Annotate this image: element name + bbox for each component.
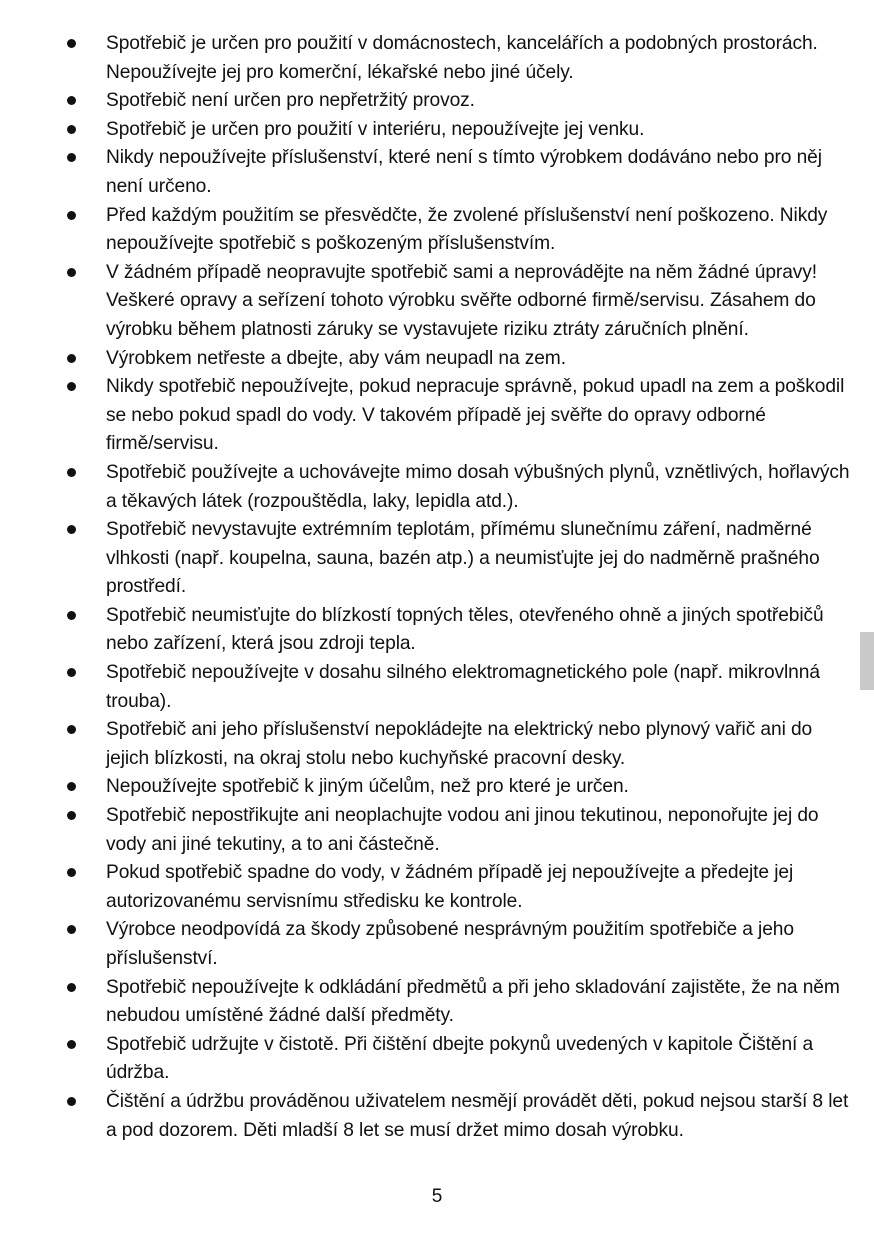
bullet-icon — [67, 868, 76, 877]
list-item — [66, 859, 856, 916]
bullet-icon — [67, 354, 76, 363]
page-number: 5 — [431, 1186, 443, 1207]
list-item — [66, 1031, 856, 1088]
bullet-icon — [67, 125, 76, 134]
bullet-icon — [67, 983, 76, 992]
list-item-text: Výrobkem netřeste a dbejte, aby vám neupadl na zem. — [106, 347, 566, 369]
list-item-text: Před každým použitím se přesvědčte, že zvolené příslušenství není poškozeno. Nikdy nepoužívejte spotřebič s poškozeným příslušenstvím. — [106, 204, 828, 255]
list-item-text: V žádném případě neopravujte spotřebič sami a neprovádějte na něm žádné úpravy! Veškeré opravy a seřízení tohoto výrobku svěřte odborné firmě/servisu. Zásahem do výrobku během platnosti záruky se vystavujete riziku ztráty záručních plnění. — [106, 261, 818, 340]
list-item-text: Spotřebič neumisťujte do blízkostí topných těles, otevřeného ohně a jiných spotřebičů nebo zařízení, která jsou zdroji tepla. — [106, 604, 824, 655]
bullet-icon — [67, 382, 76, 391]
list-item — [66, 116, 856, 145]
list-item — [66, 87, 856, 116]
list-item — [66, 345, 856, 374]
list-item — [66, 1088, 856, 1145]
list-item-text: Spotřebič nepostřikujte ani neoplachujte vodou ani jinou tekutinou, neponořujte jej do vody ani jiné tekutiny, a to ani částečně. — [106, 805, 819, 855]
list-item-text: Výrobce neodpovídá za škody způsobené nesprávným použitím spotřebiče a jeho příslušenství. — [106, 919, 794, 969]
section-side-tab — [860, 632, 874, 690]
list-item-text: Spotřebič je určen pro použití v domácnostech, kancelářích a podobných prostorách. Nepoužívejte jej pro komerční, lékařské nebo jiné účely. — [106, 33, 818, 83]
list-item-text: Nikdy spotřebič nepoužívejte, pokud nepracuje správně, pokud upadl na zem a poškodil se nebo pokud spadl do vody. V takovém případě jej svěřte do opravy odborné firmě/servisu. — [106, 376, 845, 455]
bullet-icon — [67, 525, 76, 534]
list-item — [66, 202, 856, 259]
list-item — [66, 259, 856, 345]
bullet-icon — [67, 611, 76, 620]
bullet-icon — [67, 811, 76, 820]
bullet-icon — [67, 468, 76, 477]
bullet-icon — [67, 725, 76, 734]
list-item-text: Nikdy nepoužívejte příslušenství, které není s tímto výrobkem dodáváno nebo pro něj není určeno. — [106, 147, 822, 197]
bullet-icon — [67, 39, 76, 48]
list-item — [66, 916, 856, 973]
list-item-text: Spotřebič používejte a uchovávejte mimo dosah výbušných plynů, vznětlivých, hořlavých a těkavých látek (rozpouštědla, laky, lepidla atd.). — [106, 461, 850, 512]
bullet-icon — [67, 268, 76, 277]
list-item — [66, 602, 856, 659]
list-item — [66, 516, 856, 602]
list-item — [66, 773, 856, 802]
list-item-text: Spotřebič ani jeho příslušenství nepokládejte na elektrický nebo plynový vařič ani do jejich blízkosti, na okraj stolu nebo kuchyňské pracovní desky. — [106, 719, 813, 769]
bullet-icon — [67, 211, 76, 220]
list-item — [66, 459, 856, 516]
list-item-text: Čištění a údržbu prováděnou uživatelem nesmějí provádět děti, pokud nejsou starší 8 let a pod dozorem. Děti mladší 8 let se musí držet mimo dosah výrobku. — [106, 1090, 849, 1141]
list-item — [66, 974, 856, 1031]
list-item-text: Spotřebič není určen pro nepřetržitý provoz. — [106, 90, 475, 112]
bullet-icon — [67, 782, 76, 791]
list-item — [66, 30, 856, 87]
list-item — [66, 373, 856, 459]
bullet-icon — [67, 96, 76, 105]
list-item-text: Spotřebič nepoužívejte v dosahu silného elektromagnetického pole (např. mikrovlnná trouba). — [106, 662, 820, 712]
bullet-icon — [67, 1097, 76, 1106]
list-item — [66, 659, 856, 716]
bullet-icon — [67, 1040, 76, 1049]
list-item — [66, 716, 856, 773]
list-item-text: Spotřebič nepoužívejte k odkládání předmětů a při jeho skladování zajistěte, že na něm nebudou umístěné žádné další předměty. — [106, 976, 840, 1027]
bullet-icon — [67, 153, 76, 162]
bullet-icon — [67, 925, 76, 934]
list-item-text: Spotřebič udržujte v čistotě. Při čištění dbejte pokynů uvedených v kapitole Čištění a údržba. — [106, 1033, 814, 1084]
bullet-icon — [67, 668, 76, 677]
list-item-text: Pokud spotřebič spadne do vody, v žádném případě jej nepoužívejte a předejte jej autorizovanému servisnímu středisku ke kontrole. — [106, 862, 794, 912]
list-item — [66, 144, 856, 201]
safety-instructions-list — [66, 30, 856, 1145]
list-item-text: Spotřebič nevystavujte extrémním teplotám, přímému slunečnímu záření, nadměrné vlhkosti (např. koupelna, sauna, bazén atp.) a neumisťujte jej do nadměrně prašného prostředí. — [106, 519, 820, 598]
list-item-text: Spotřebič je určen pro použití v interiéru, nepoužívejte jej venku. — [106, 118, 645, 140]
list-item-text: Nepoužívejte spotřebič k jiným účelům, než pro které je určen. — [106, 776, 629, 798]
list-item — [66, 802, 856, 859]
